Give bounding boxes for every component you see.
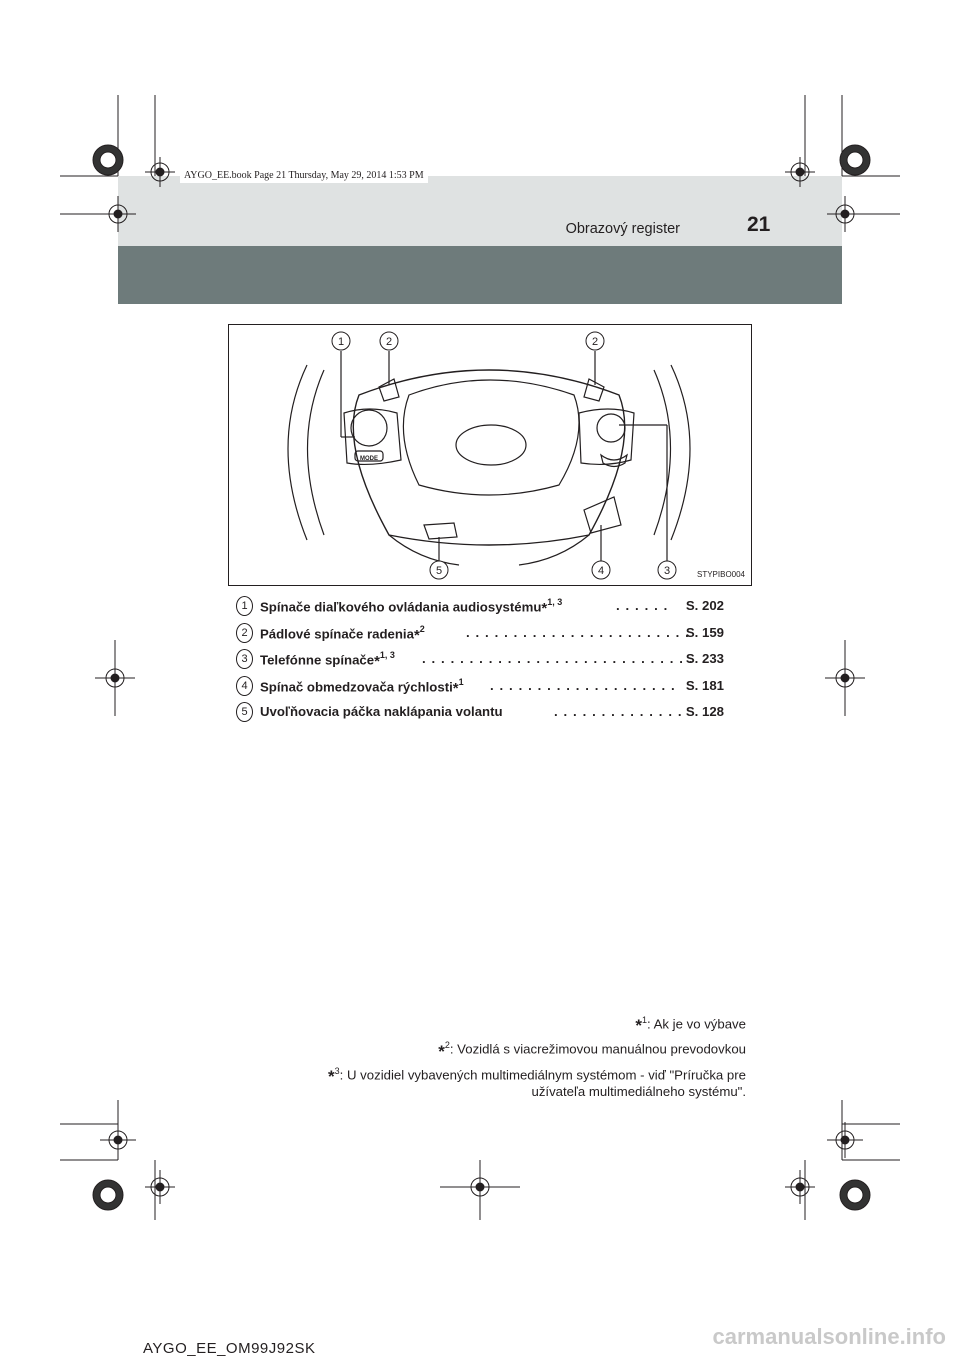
- leader-dots: . . . . . . . . . . . . . . . . . . . . . . . . . . . . .: [422, 651, 694, 666]
- item-label: Spínače diaľkového ovládania audiosystému*$^{1, 3}$: [260, 597, 563, 618]
- leader-dots: . . . . . .: [616, 598, 669, 613]
- steering-wheel-illustration: [229, 325, 751, 585]
- header-band-dark: [118, 246, 842, 304]
- callout-5: 5: [435, 565, 443, 577]
- index-item: [236, 623, 724, 650]
- registration-target-icon: [95, 640, 135, 716]
- item-number: 4: [236, 676, 253, 696]
- registration-target-icon: [785, 1170, 815, 1204]
- leader-dots: . . . . . . . . . . . . . . . . . . . . . . . .: [466, 624, 690, 640]
- figure-code: STYPIBO004: [696, 570, 746, 579]
- item-number: 3: [236, 649, 253, 669]
- item-label: Spínač obmedzovača rýchlosti*$^1$: [260, 676, 464, 697]
- callout-4: 4: [597, 565, 605, 577]
- callout-2-left: 2: [385, 336, 393, 348]
- item-page-ref[interactable]: S. 233: [685, 651, 724, 666]
- item-page-ref[interactable]: S. 181: [685, 677, 724, 693]
- header-band-light: [118, 176, 842, 246]
- book-stamp: AYGO_EE.book Page 21 Thursday, May 29, 2014 1:53 PM: [180, 168, 428, 183]
- item-label: Pádlové spínače radenia*$^2$: [260, 623, 425, 644]
- index-item: [236, 596, 724, 623]
- callout-1: 1: [337, 336, 345, 348]
- registration-target-icon: [840, 1180, 870, 1210]
- item-number: 2: [236, 623, 253, 643]
- section-title: Obrazový register: [565, 221, 680, 237]
- item-page-ref[interactable]: S. 128: [685, 704, 724, 719]
- registration-target-icon: [825, 640, 865, 716]
- footnote-1: *$^1$: Ak je vo výbave: [635, 1015, 746, 1036]
- item-label: Telefónne spínače*$^{1, 3}$: [260, 650, 395, 671]
- document-code: AYGO_EE_OM99J92SK: [143, 1340, 316, 1357]
- footnote-3: *$^3$: U vozidiel vybavených multimediálnym systémom - viď "Príručka pre užívateľa multimediálneho systému".: [328, 1065, 746, 1100]
- footnotes: [240, 1012, 746, 1105]
- page-number: 21: [747, 213, 771, 236]
- index-item: [236, 702, 724, 729]
- registration-target-icon: [145, 1170, 175, 1204]
- registration-target-icon: [100, 1122, 136, 1158]
- item-page-ref[interactable]: S. 159: [685, 624, 724, 640]
- index-item: [236, 676, 724, 703]
- item-number: 5: [236, 702, 253, 722]
- item-page-ref[interactable]: S. 202: [685, 598, 724, 613]
- mode-button-label: MODE: [360, 456, 378, 462]
- registration-target-icon: [440, 1160, 520, 1220]
- registration-target-icon: [840, 145, 870, 175]
- leader-dots: . . . . . . . . . . . . . . . . . . . .: [490, 677, 676, 693]
- callout-2-right: 2: [591, 336, 599, 348]
- index-item: [236, 649, 724, 676]
- item-label: Uvoľňovacia páčka naklápania volantu: [260, 704, 503, 719]
- registration-target-icon: [827, 1122, 863, 1158]
- item-number: 1: [236, 596, 253, 616]
- site-watermark[interactable]: carmanualsonline.info: [712, 1324, 946, 1349]
- index-list: [236, 596, 724, 729]
- footnote-2: *$^2$: Vozidlá s viacrežimovou manuálnou prevodovkou: [438, 1040, 746, 1061]
- registration-target-icon: [93, 1180, 123, 1210]
- registration-target-icon: [93, 145, 123, 175]
- steering-wheel-figure: [228, 324, 752, 586]
- callout-3: 3: [663, 565, 671, 577]
- leader-dots: . . . . . . . . . . . . . .: [554, 704, 683, 719]
